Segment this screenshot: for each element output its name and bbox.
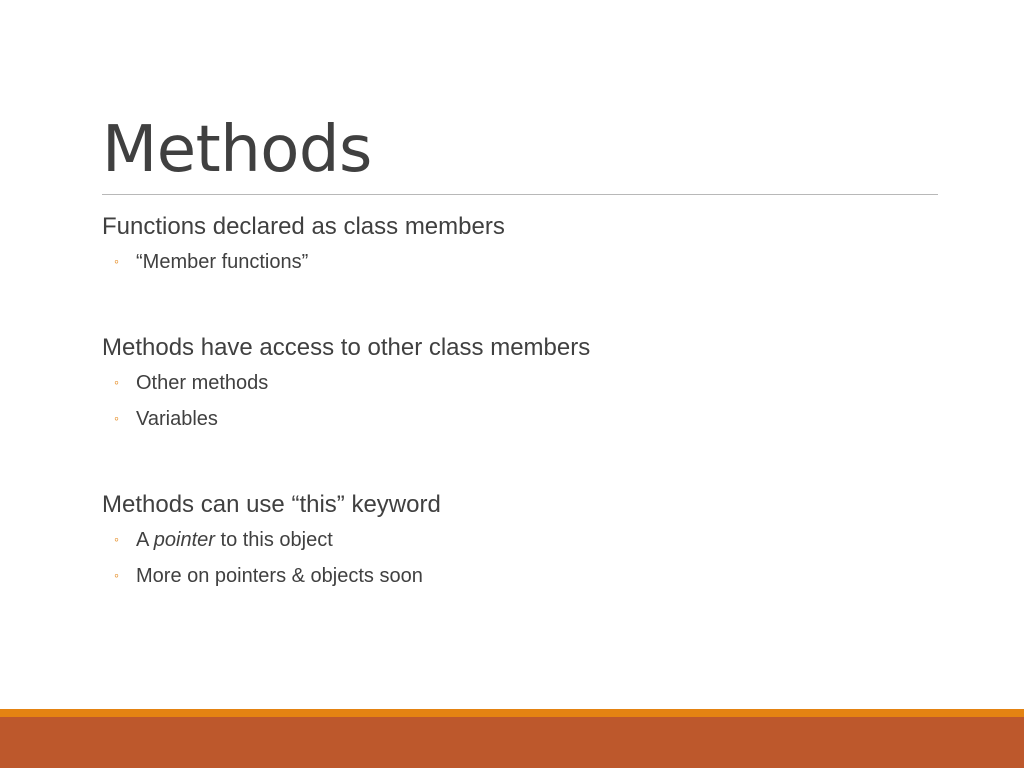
list-item — [102, 244, 938, 280]
text-prefix: A — [136, 529, 154, 551]
list-item — [102, 401, 938, 437]
section-functions — [102, 210, 938, 280]
title-divider — [102, 194, 938, 195]
section-access — [102, 331, 938, 437]
slide-title: Methods — [102, 113, 372, 187]
bullet-list — [102, 365, 938, 437]
hollow-circle-bullet-icon: ◦ — [114, 567, 119, 583]
hollow-circle-bullet-icon: ◦ — [114, 410, 119, 426]
list-item — [102, 365, 938, 401]
section-heading: Functions declared as class members — [102, 213, 505, 240]
footer-band — [0, 717, 1024, 768]
list-item-text: Other methods — [136, 372, 269, 394]
bullet-list — [102, 522, 938, 594]
list-item-text — [136, 529, 333, 551]
section-this-keyword — [102, 488, 938, 594]
list-item-text: Variables — [136, 408, 218, 430]
emphasized-word: pointer — [153, 529, 215, 551]
hollow-circle-bullet-icon: ◦ — [114, 374, 119, 390]
text-suffix: to this object — [214, 529, 333, 551]
hollow-circle-bullet-icon: ◦ — [114, 253, 119, 269]
section-heading: Methods have access to other class members — [102, 334, 591, 361]
slide-body — [102, 210, 938, 594]
list-item-text: “Member functions” — [136, 251, 309, 273]
bullet-list — [102, 244, 938, 280]
section-heading: Methods can use “this” keyword — [102, 491, 441, 518]
list-item — [102, 522, 938, 558]
hollow-circle-bullet-icon: ◦ — [114, 531, 119, 547]
list-item-text: More on pointers & objects soon — [136, 565, 423, 587]
list-item — [102, 558, 938, 594]
footer-accent-line — [0, 709, 1024, 717]
